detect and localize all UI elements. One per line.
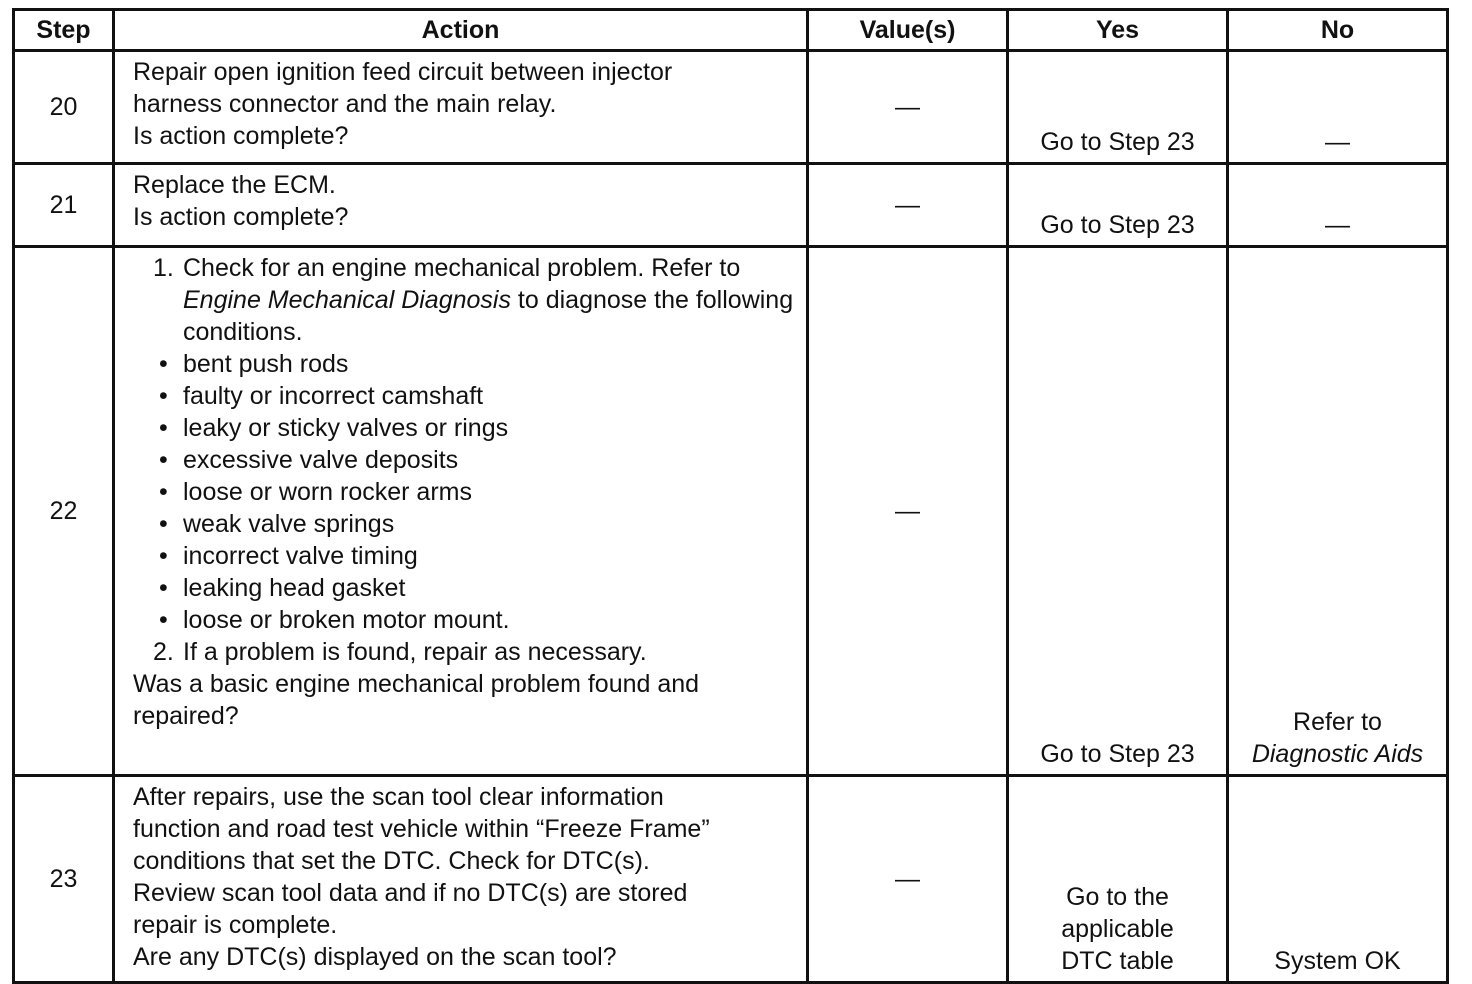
yes-cell: Go to Step 23 <box>1008 247 1228 776</box>
step-number: 21 <box>14 164 114 247</box>
action-question: Are any DTC(s) displayed on the scan tool? <box>133 943 617 971</box>
bullet-icon: • <box>159 382 168 410</box>
bullet-icon: • <box>159 414 168 442</box>
header-yes: Yes <box>1008 10 1228 51</box>
bullet-item <box>133 604 798 636</box>
no-line: Refer to <box>1293 708 1382 736</box>
action-cell <box>114 164 808 247</box>
table-row <box>14 164 1448 247</box>
value-cell: — <box>808 164 1008 247</box>
item-text-part: to diagnose the following conditions. <box>183 286 794 346</box>
yes-line: applicable <box>1061 915 1174 943</box>
value-cell: — <box>808 776 1008 983</box>
value-cell: — <box>808 247 1008 776</box>
item-text: If a problem is found, repair as necessary. <box>183 638 647 666</box>
bullet-item <box>133 540 798 572</box>
action-line: Replace the ECM. <box>133 171 336 199</box>
no-cell <box>1228 247 1448 776</box>
bullet-text: incorrect valve timing <box>183 542 418 570</box>
bullet-text: faulty or incorrect camshaft <box>183 382 484 410</box>
bullet-icon: • <box>159 574 168 602</box>
bullet-text: bent push rods <box>183 350 349 378</box>
bullet-item <box>133 508 798 540</box>
bullet-text: loose or worn rocker arms <box>183 478 472 506</box>
action-line: Repair open ignition feed circuit between injector <box>133 58 673 86</box>
action-question: Is action complete? <box>133 203 349 231</box>
bullet-text: loose or broken motor mount. <box>183 606 510 634</box>
bullet-icon: • <box>159 606 168 634</box>
header-values: Value(s) <box>808 10 1008 51</box>
yes-line: DTC table <box>1061 947 1174 975</box>
bullet-text: leaking head gasket <box>183 574 406 602</box>
bullet-item <box>133 476 798 508</box>
value-cell: — <box>808 51 1008 164</box>
table-row <box>14 51 1448 164</box>
bullet-item <box>133 412 798 444</box>
yes-cell: Go to Step 23 <box>1008 51 1228 164</box>
header-action: Action <box>114 10 808 51</box>
numbered-item <box>133 636 798 668</box>
action-cell <box>114 776 808 983</box>
action-line: repair is complete. <box>133 911 338 939</box>
bullet-icon: • <box>159 510 168 538</box>
header-no: No <box>1228 10 1448 51</box>
action-question: Was a basic engine mechanical problem found and <box>133 670 700 698</box>
action-question: Is action complete? <box>133 122 349 150</box>
action-line: harness connector and the main relay. <box>133 90 557 118</box>
item-number: 1. <box>153 254 174 282</box>
action-line: Review scan tool data and if no DTC(s) are stored <box>133 879 688 907</box>
yes-line: Go to the <box>1066 883 1169 911</box>
action-line: After repairs, use the scan tool clear information <box>133 783 664 811</box>
header-step: Step <box>14 10 114 51</box>
no-cell: — <box>1228 164 1448 247</box>
bullet-item <box>133 572 798 604</box>
action-line: function and road test vehicle within “Freeze Frame” <box>133 815 710 843</box>
no-cell: System OK <box>1228 776 1448 983</box>
step-number: 20 <box>14 51 114 164</box>
header-row <box>14 10 1448 51</box>
no-cell: — <box>1228 51 1448 164</box>
step-number: 23 <box>14 776 114 983</box>
bullet-text: excessive valve deposits <box>183 446 459 474</box>
bullet-text: leaky or sticky valves or rings <box>183 414 509 442</box>
bullet-icon: • <box>159 478 168 506</box>
bullet-text: weak valve springs <box>183 510 395 538</box>
diagnostic-table <box>12 8 1449 984</box>
bullet-icon: • <box>159 350 168 378</box>
action-line: conditions that set the DTC. Check for DTC(s). <box>133 847 650 875</box>
table-row <box>14 776 1448 983</box>
bullet-item <box>133 444 798 476</box>
item-text <box>183 252 798 348</box>
bullet-icon: • <box>159 446 168 474</box>
diagnostic-aids-reference: Diagnostic Aids <box>1251 740 1424 768</box>
table-row <box>14 247 1448 776</box>
reference-link-text: Engine Mechanical Diagnosis <box>183 286 511 314</box>
bullet-icon: • <box>159 542 168 570</box>
item-text-part: Check for an engine mechanical problem. Refer to <box>183 254 741 282</box>
numbered-item <box>133 252 798 348</box>
bullet-item <box>133 380 798 412</box>
yes-cell <box>1008 776 1228 983</box>
item-number: 2. <box>153 638 174 666</box>
action-cell <box>114 51 808 164</box>
bullet-item <box>133 348 798 380</box>
step-number: 22 <box>14 247 114 776</box>
action-question: repaired? <box>133 702 239 730</box>
yes-cell: Go to Step 23 <box>1008 164 1228 247</box>
action-cell <box>114 247 808 776</box>
